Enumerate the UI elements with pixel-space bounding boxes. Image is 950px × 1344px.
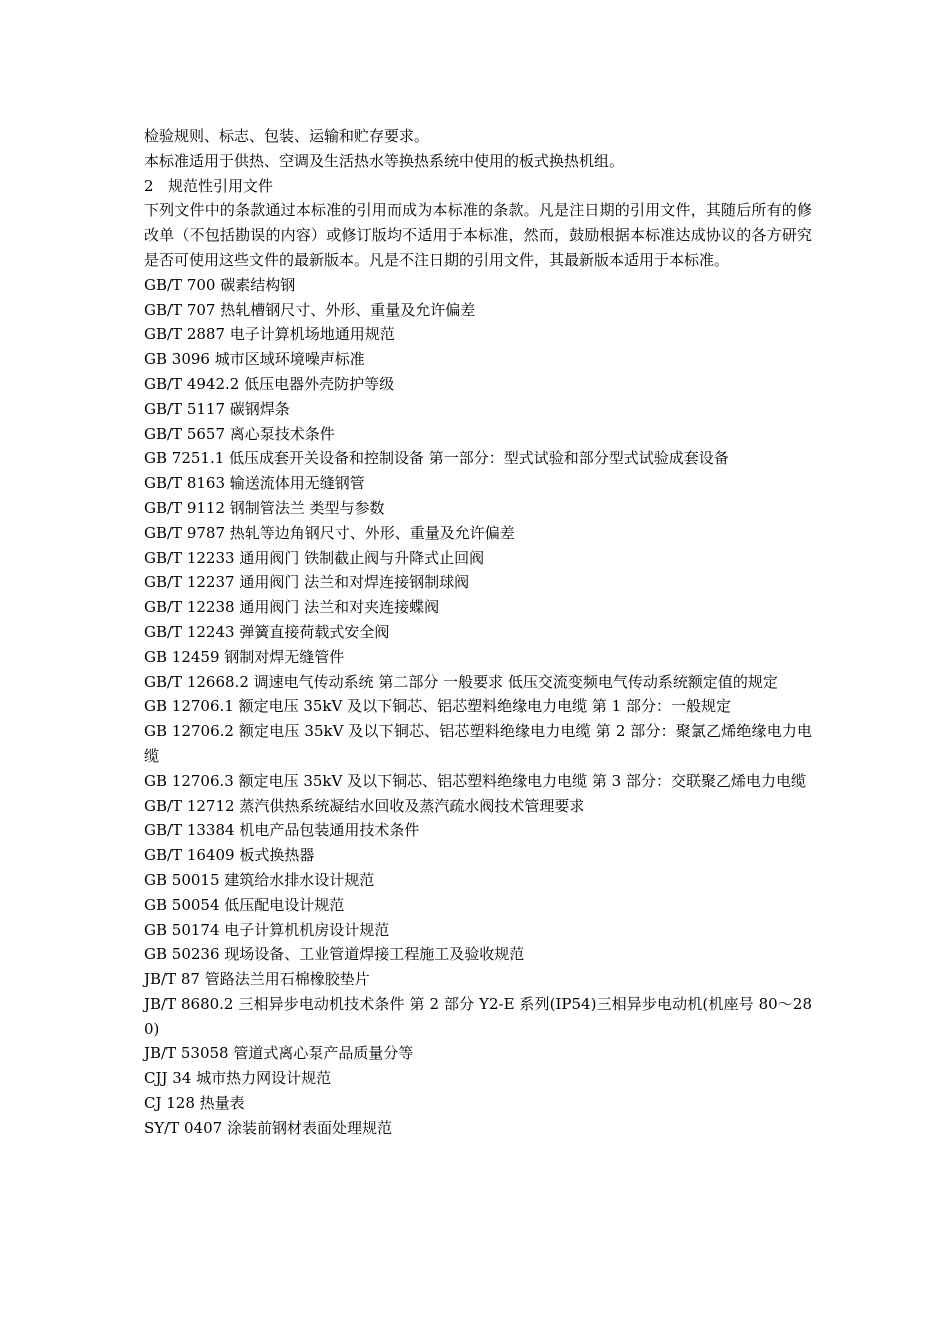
section-paragraph: 下列文件中的条款通过本标准的引用而成为本标准的条款。凡是注日期的引用文件，其随后所有的修改单（不包括勘误的内容）或修订版均不适用于本标准，然而，鼓励根据本标准达成协议的各方研究是否可使用这些文件的最新版本。凡是不注日期的引用文件，其最新版本适用于本标准。 [144, 201, 812, 269]
reference-item: GB/T 5657 离心泵技术条件 [144, 424, 335, 443]
reference-item: GB 12706.1 额定电压 35kV 及以下铜芯、铝芯塑料绝缘电力电缆 第 1 部分：一般规定 [144, 697, 731, 716]
reference-item: GB/T 16409 板式换热器 [144, 846, 315, 865]
reference-item: GB/T 12712 蒸汽供热系统凝结水回收及蒸汽疏水阀技术管理要求 [144, 796, 585, 815]
reference-item: GB/T 707 热轧槽钢尺寸、外形、重量及允许偏差 [144, 300, 476, 319]
reference-item: GB/T 9112 钢制管法兰 类型与参数 [144, 498, 385, 517]
reference-item: GB 50236 现场设备、工业管道焊接工程施工及验收规范 [144, 945, 525, 964]
reference-item: GB/T 12233 通用阀门 铁制截止阀与升降式止回阀 [144, 548, 485, 567]
reference-item: GB/T 700 碳素结构钢 [144, 275, 296, 294]
reference-item: JB/T 53058 管道式离心泵产品质量分等 [144, 1044, 414, 1063]
intro-line: 检验规则、标志、包装、运输和贮存要求。 [144, 127, 430, 145]
reference-item: GB 12706.3 额定电压 35kV 及以下铜芯、铝芯塑料绝缘电力电缆 第 3 部分：交联聚乙烯电力电缆 [144, 771, 806, 790]
reference-item: JB/T 8680.2 三相异步电动机技术条件 第 2 部分 Y2-E 系列(IP54)三相异步电动机(机座号 80～280) [144, 994, 812, 1038]
document-page [144, 124, 812, 1141]
reference-item: JB/T 87 管路法兰用石棉橡胶垫片 [144, 970, 370, 989]
reference-item: GB/T 8163 输送流体用无缝钢管 [144, 474, 365, 493]
reference-list [144, 273, 812, 1141]
reference-item: GB 50015 建筑给水排水设计规范 [144, 870, 375, 889]
reference-item: SY/T 0407 涂装前钢材表面处理规范 [144, 1118, 392, 1137]
reference-item: GB/T 5117 碳钢焊条 [144, 399, 290, 418]
reference-item: GB/T 13384 机电产品包装通用技术条件 [144, 821, 420, 840]
reference-item: GB/T 9787 热轧等边角钢尺寸、外形、重量及允许偏差 [144, 523, 515, 542]
section-heading [144, 174, 812, 199]
reference-item: CJJ 34 城市热力网设计规范 [144, 1069, 332, 1088]
reference-item: GB 7251.1 低压成套开关设备和控制设备 第一部分：型式试验和部分型式试验成套设备 [144, 449, 729, 468]
section-number: 2 [144, 176, 154, 195]
reference-item: GB 12706.2 额定电压 35kV 及以下铜芯、铝芯塑料绝缘电力电缆 第 2 部分：聚氯乙烯绝缘电力电缆 [144, 722, 812, 765]
reference-item: GB/T 12237 通用阀门 法兰和对焊连接钢制球阀 [144, 573, 470, 592]
section-title: 规范性引用文件 [168, 176, 274, 195]
reference-item: GB/T 12238 通用阀门 法兰和对夹连接蝶阀 [144, 598, 440, 617]
reference-item: GB 3096 城市区域环境噪声标准 [144, 350, 365, 369]
reference-item: GB/T 2887 电子计算机场地通用规范 [144, 325, 395, 344]
reference-item: CJ 128 热量表 [144, 1094, 245, 1113]
scope-line: 本标准适用于供热、空调及生活热水等换热系统中使用的板式换热机组。 [144, 151, 625, 170]
reference-item: GB 12459 钢制对焊无缝管件 [144, 647, 345, 666]
reference-item: GB 50174 电子计算机机房设计规范 [144, 920, 390, 939]
reference-item: GB/T 4942.2 低压电器外壳防护等级 [144, 374, 395, 393]
reference-item: GB/T 12668.2 调速电气传动系统 第二部分 一般要求 低压交流变频电气传动系统额定值的规定 [144, 672, 778, 691]
reference-item: GB/T 12243 弹簧直接荷载式安全阀 [144, 622, 390, 641]
reference-item: GB 50054 低压配电设计规范 [144, 895, 345, 914]
